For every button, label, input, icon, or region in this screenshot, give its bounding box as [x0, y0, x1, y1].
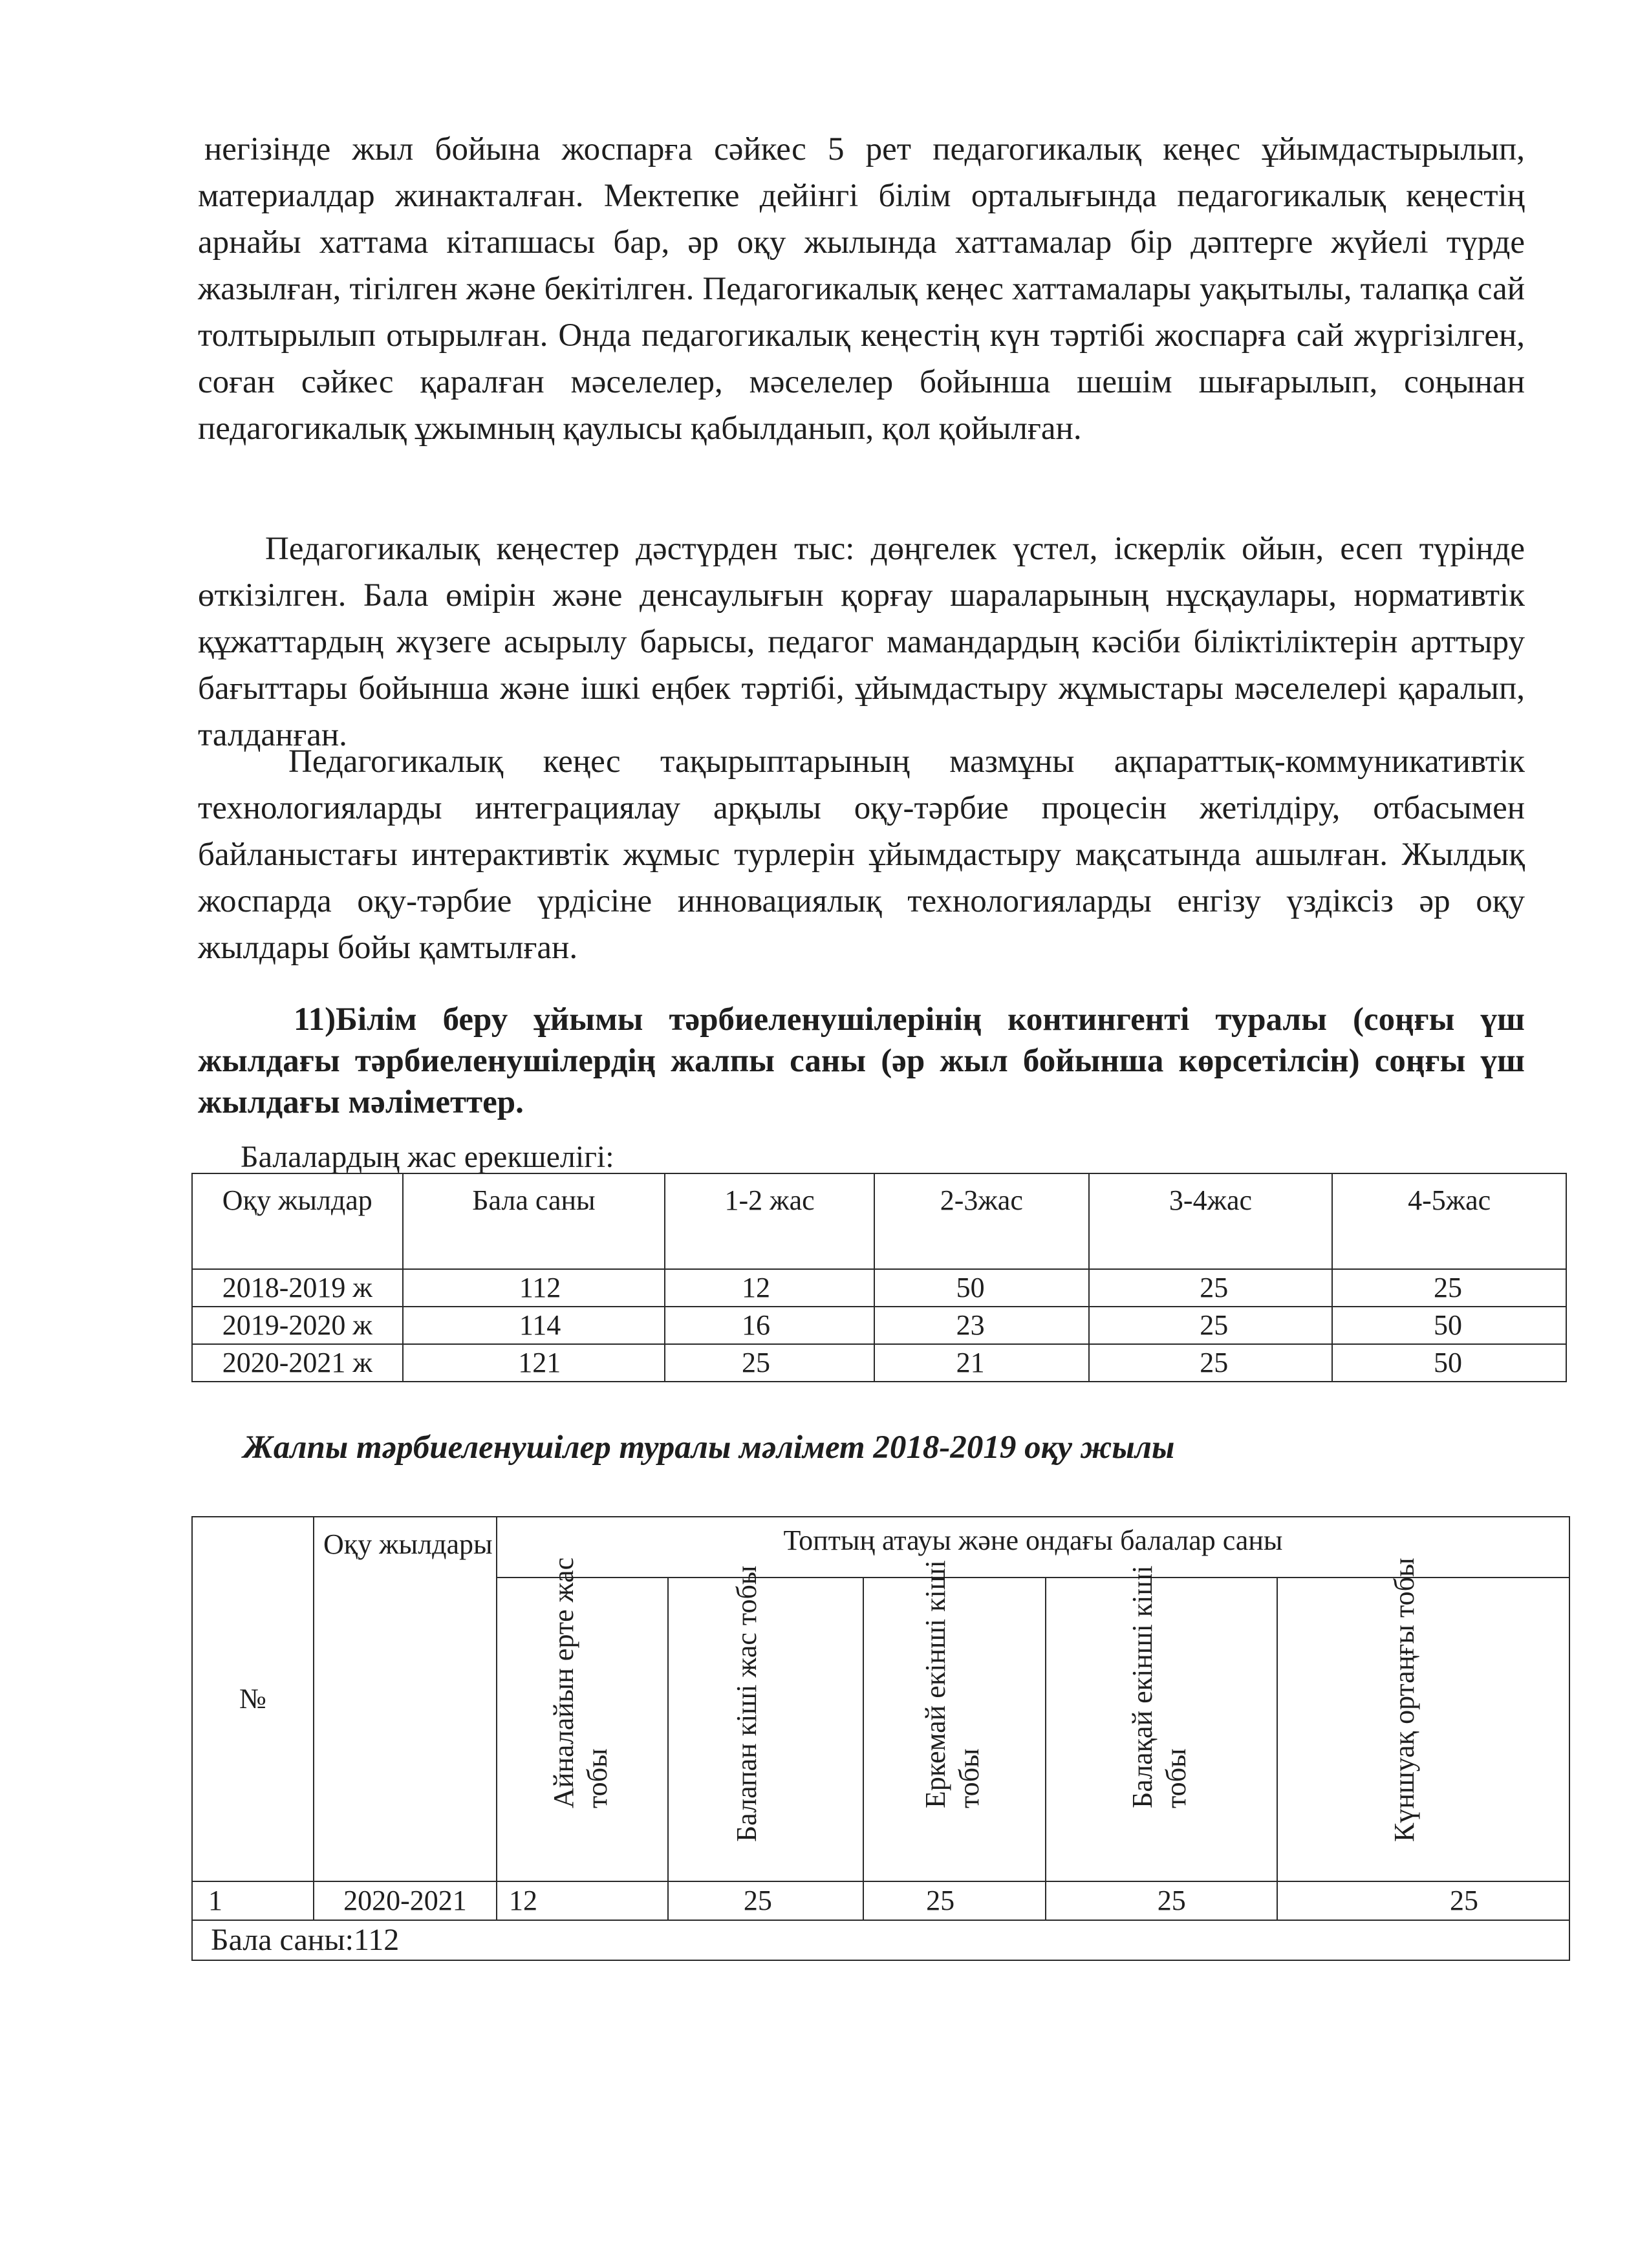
table-row — [192, 1881, 1569, 1920]
groups-table-header-row — [192, 1517, 1569, 1578]
table-row — [192, 1920, 1569, 1960]
groups-table — [191, 1516, 1570, 1961]
group-name: Еркемай екінші кіші тобы — [920, 1560, 985, 1808]
table-cell: 112 — [403, 1269, 665, 1307]
table-cell: 25 — [665, 1344, 874, 1382]
table-cell: 121 — [403, 1344, 665, 1382]
age-table-header: 2-3жас — [874, 1173, 1089, 1269]
table-cell: 21 — [874, 1344, 1089, 1382]
age-table-header: Бала саны — [403, 1173, 665, 1269]
group-name: Күншуақ ортаңғы тобы — [1388, 1557, 1420, 1842]
table-row — [192, 1344, 1566, 1382]
table-cell: 2019-2020 ж — [192, 1307, 403, 1344]
group-name: Балақай екінші кіші тобы — [1126, 1565, 1192, 1808]
table-cell: 50 — [874, 1269, 1089, 1307]
table-cell: 1 — [192, 1881, 314, 1920]
group-header — [497, 1557, 668, 1881]
table-cell: 25 — [668, 1881, 863, 1920]
table-row — [192, 1307, 1566, 1344]
paragraph-3: Педагогикалық кеңес тақырыптарының мазмұны ақпараттық-коммуникативтік технологияларды интеграциялау арқылы оқу-тәрбие процесін жетілдіру, отбасымен байланыстағы интерактивтік жұмыс турлерін ұйымдастыру мақсатында ашылған. Жылдық жоспарда оқу-тәрбие үрдісіне инновациялық технологияларды енгізу үздіксіз әр оқу жылдары бойы қамтылған. — [198, 744, 1525, 966]
table-cell: 25 — [1089, 1344, 1333, 1382]
table-cell: 23 — [874, 1307, 1089, 1344]
paragraph-2: Педагогикалық кеңестер дәстүрден тыс: дөңгелек үстел, іскерлік ойын, есеп түрінде өткізілген. Бала өмірін және денсаулығын қорғау шараларының нұсқаулары, нормативтік құжаттардың жүзеге асырылу барысы, педагог мамандардың кәсіби біліктіліктерін арттыру бағыттары бойынша және ішкі еңбек тәртібі, ұйымдастыру жұмыстары мәселелері қаралып, талданған. — [198, 531, 1525, 753]
age-table-header-row — [192, 1173, 1566, 1269]
table-cell: 50 — [1332, 1344, 1566, 1382]
group-header — [1277, 1557, 1569, 1881]
table-cell: 12 — [497, 1881, 668, 1920]
table-cell: 2018-2019 ж — [192, 1269, 403, 1307]
table-cell: 2020-2021 ж — [192, 1344, 403, 1382]
table-cell: 16 — [665, 1307, 874, 1344]
table-cell: 12 — [665, 1269, 874, 1307]
groups-title: Жалпы тәрбиеленушілер туралы мәлімет 2018-2019 оқу жылы — [243, 1429, 1175, 1466]
group-name: Балапан кіші жас тобы — [731, 1565, 763, 1842]
group-header — [668, 1565, 863, 1881]
section-heading: 11)Білім беру ұйымы тәрбиеленушілерінің контингенті туралы (соңғы үш жылдағы тәрбиеленушілердің жалпы саны (әр жыл бойынша көрсетілсін) соңғы үш жылдағы мәліметтер. — [198, 1001, 1525, 1120]
table-row — [192, 1269, 1566, 1307]
table-cell: 25 — [863, 1881, 1046, 1920]
paragraph-1: негізінде жыл бойына жоспарға сәйкес 5 рет педагогикалық кеңес ұйымдастырылып, материалдар жинакталған. Мектепке дейінгі білім орталығында педагогикалық кеңестің арнайы хаттама кітапшасы бар, әр оқу жылында хаттамалар бір дәптерге жүйелі түрде жазылған, тігілген және бекітілген. Педагогикалық кеңес хаттамалары уақытылы, талапқа сай толтырылып отырылған. Онда педагогикалық кеңестің күн тәртібі жоспарға сай жүргізілген, соған сәйкес қаралған мәселелер, мәселелер бойынша шешім шығарылып, соңынан педагогикалық ұжымның қаулысы қабылданып, қол қойылған. — [198, 131, 1525, 447]
groups-col-year: Оқу жылдары — [314, 1517, 497, 1881]
total-children: Бала саны:112 — [192, 1920, 1569, 1960]
groups-col-no: № — [192, 1517, 314, 1881]
table-cell: 25 — [1277, 1881, 1569, 1920]
group-header — [863, 1560, 1046, 1881]
table-cell: 25 — [1089, 1307, 1333, 1344]
groups-col-span: Топтың атауы және ондағы балалар саны — [497, 1517, 1569, 1578]
age-table-header: 1-2 жас — [665, 1173, 874, 1269]
table-cell: 2020-2021 — [314, 1881, 497, 1920]
table-cell: 25 — [1332, 1269, 1566, 1307]
table-cell: 50 — [1332, 1307, 1566, 1344]
table-cell: 114 — [403, 1307, 665, 1344]
age-table-header: Оқу жылдар — [192, 1173, 403, 1269]
table-cell: 25 — [1089, 1269, 1333, 1307]
age-table-header: 3-4жас — [1089, 1173, 1333, 1269]
table-cell: 25 — [1046, 1881, 1277, 1920]
age-table — [191, 1173, 1567, 1382]
group-name: Айналайын ерте жас тобы — [547, 1557, 613, 1808]
age-table-header: 4-5жас — [1332, 1173, 1566, 1269]
group-header — [1046, 1565, 1277, 1881]
age-subtitle: Балалардың жас ерекшелігі: — [241, 1140, 614, 1174]
